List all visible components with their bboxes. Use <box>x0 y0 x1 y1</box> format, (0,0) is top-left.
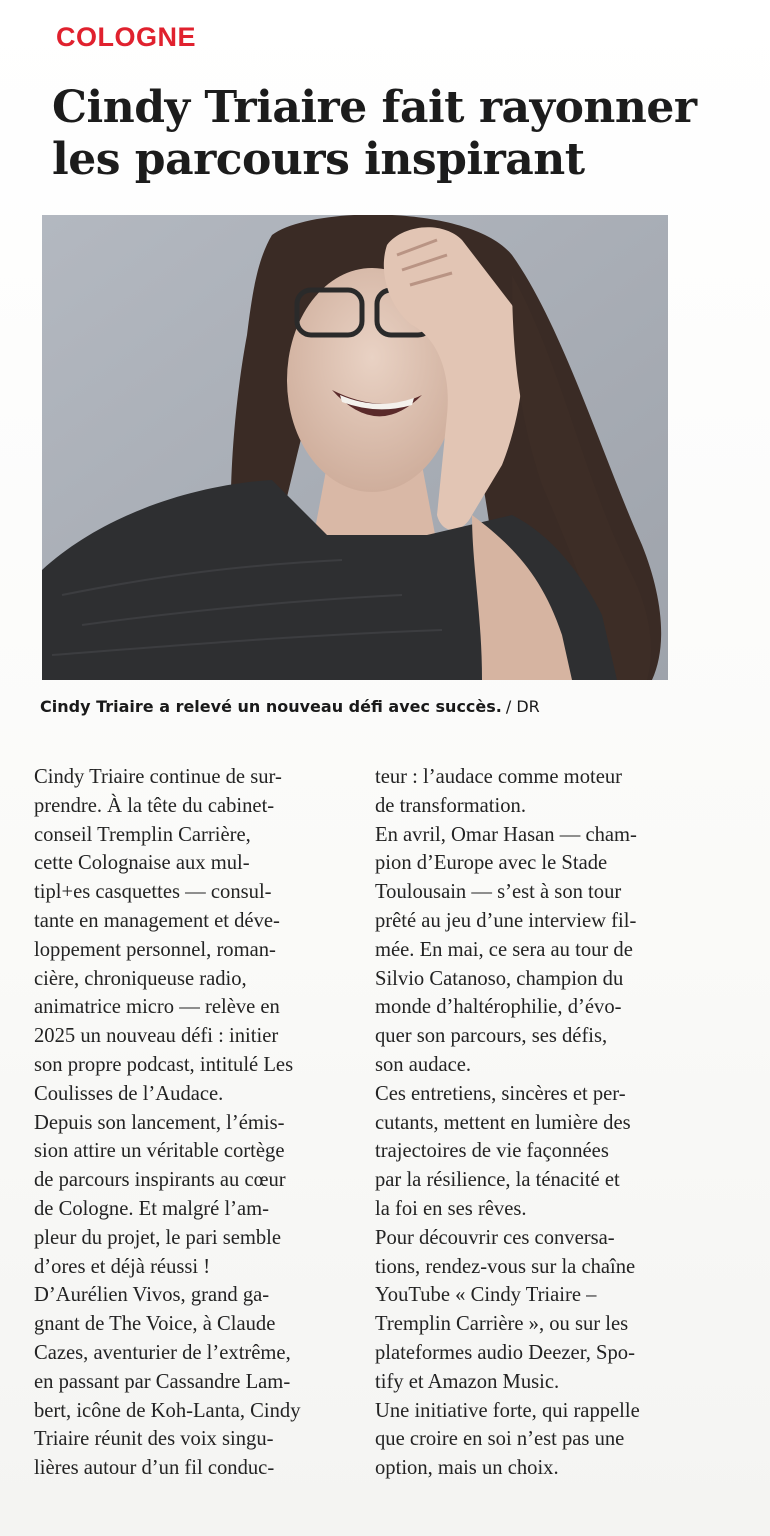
article-text-line: Cindy Triaire continue de sur- <box>34 766 282 788</box>
article-text-line: conseil Tremplin Carrière, <box>34 823 251 846</box>
article-photo <box>42 215 668 680</box>
article-text-line: Silvio Catanoso, champion du <box>375 967 624 990</box>
article-text-line: prêté au jeu d’une interview fil- <box>375 909 637 932</box>
article-text-line: 2025 un nouveau défi : initier <box>34 1025 279 1048</box>
article-text-line: Pour découvrir ces conversa- <box>375 1226 615 1249</box>
article-text-line: animatrice micro — relève en <box>34 996 280 1019</box>
article-text-line: de parcours inspirants au cœur <box>34 1169 286 1192</box>
article-text-line: en passant par Cassandre Lam- <box>34 1370 291 1393</box>
article-text-line: d’ores et déjà réussi ! <box>34 1255 211 1278</box>
article-text-line: sion attire un véritable cortège <box>34 1140 285 1163</box>
article-column-right <box>375 763 687 1483</box>
article-text-line: tions, rendez-vous sur la chaîne <box>375 1255 636 1278</box>
article-text-line: cette Colognaise aux mul- <box>34 852 250 875</box>
article-text-line: de transformation. <box>375 794 526 817</box>
article-text-line: tipl+es casquettes — consul- <box>34 881 272 904</box>
section-label: COLOGNE <box>56 22 197 52</box>
article-text-line: lières autour d’un fil conduc- <box>34 1457 275 1480</box>
article-text-line: cutants, mettent en lumière des <box>375 1111 631 1134</box>
article-text-line: Coulisses de l’Audace. <box>34 1082 224 1105</box>
headline-line: les parcours inspirant <box>52 134 585 185</box>
article-text-line: son audace. <box>375 1053 472 1076</box>
caption-text: Cindy Triaire a relevé un nouveau défi avec succès. <box>40 697 502 716</box>
article-text-line: cière, chroniqueuse radio, <box>34 967 247 990</box>
article-text-line: Tremplin Carrière », ou sur les <box>375 1313 629 1336</box>
article-text-line: plateformes audio Deezer, Spo- <box>375 1341 635 1364</box>
article-text-line: Toulousain — s’est à son tour <box>375 881 622 904</box>
article-text-line: D’Aurélien Vivos, grand ga- <box>34 1284 270 1307</box>
article-text-line: En avril, Omar Hasan — cham- <box>375 823 637 846</box>
article-headline <box>52 82 742 186</box>
article-text-line: tante en management et déve- <box>34 909 280 932</box>
article-text-line: Triaire réunit des voix singu- <box>34 1428 274 1451</box>
article-text-line: Depuis son lancement, l’émis- <box>34 1111 285 1134</box>
article-text-line: Une initiative forte, qui rappelle <box>375 1399 640 1422</box>
article-text-line: tify et Amazon Music. <box>375 1370 560 1393</box>
article-text-line: option, mais un choix. <box>375 1457 559 1480</box>
article-text-line: pion d’Europe avec le Stade <box>375 852 608 875</box>
photo-credit: / DR <box>505 697 540 716</box>
article-text-line: YouTube « Cindy Triaire – <box>375 1284 597 1307</box>
article-text-line: Cazes, aventurier de l’extrême, <box>34 1341 291 1364</box>
article-text-line: Ces entretiens, sincères et per- <box>375 1082 626 1105</box>
photo-caption <box>40 697 730 716</box>
headline-line: Cindy Triaire fait rayonner <box>52 82 697 133</box>
article-text-line: pleur du projet, le pari semble <box>34 1226 282 1249</box>
article-text-line: gnant de The Voice, à Claude <box>34 1313 276 1336</box>
article-text-line: mée. En mai, ce sera au tour de <box>375 938 633 961</box>
article-column-left <box>34 763 346 1483</box>
article-text-line: monde d’haltérophilie, d’évo- <box>375 996 622 1019</box>
article-text-line: par la résilience, la ténacité et <box>375 1169 620 1192</box>
article-text-line: trajectoires de vie façonnées <box>375 1140 609 1163</box>
article-text-line: loppement personnel, roman- <box>34 938 276 961</box>
article-text-line: quer son parcours, ses défis, <box>375 1025 608 1048</box>
article-text-line: bert, icône de Koh-Lanta, Cindy <box>34 1399 301 1422</box>
article-text-line: prendre. À la tête du cabinet- <box>34 794 275 817</box>
woman-laughing-photo <box>42 215 668 680</box>
article-text-line: que croire en soi n’est pas une <box>375 1428 625 1451</box>
article-text-line: la foi en ses rêves. <box>375 1197 527 1220</box>
article-text-line: teur : l’audace comme moteur <box>375 766 623 788</box>
article-text-line: son propre podcast, intitulé Les <box>34 1053 294 1076</box>
article-text-line: de Cologne. Et malgré l’am- <box>34 1197 270 1220</box>
